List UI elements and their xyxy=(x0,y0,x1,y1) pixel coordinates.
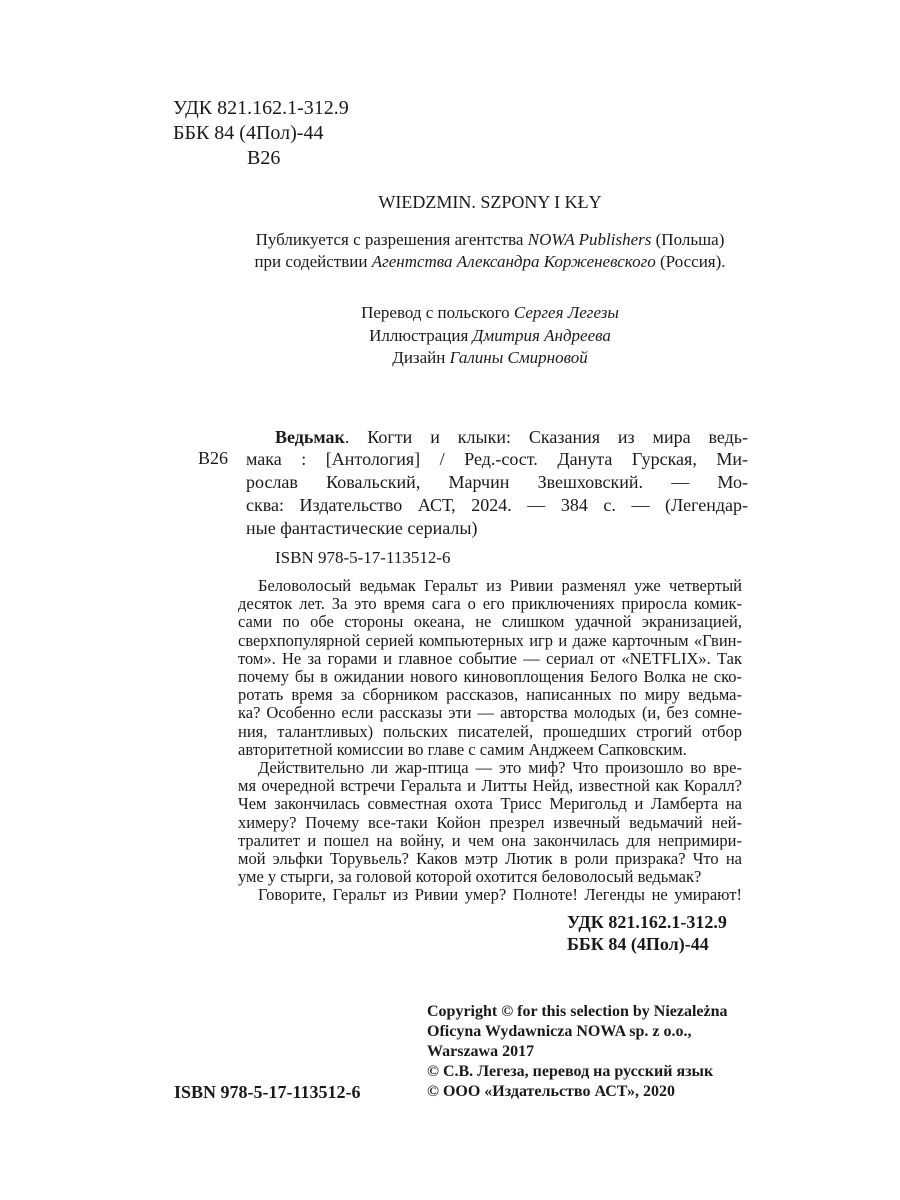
original-title: WIEDZMIN. SZPONY I KŁY xyxy=(378,192,602,212)
annotation-line: уме у стырги, за головой которой охотится беловолосый ведьмак? xyxy=(238,867,702,887)
rights-line-2 xyxy=(0,253,900,270)
copyright-line: Copyright © for this selection by Niezależna xyxy=(427,1003,728,1020)
footer-bbk: ББК 84 (4Пол)-44 xyxy=(567,934,709,954)
text: Публикуется с разрешения агентства xyxy=(255,230,528,249)
text: . Когти и клыки: Сказания из мира ведь- xyxy=(344,427,748,447)
annotation-line: мой эльфки Торувьель? Каков мэтр Лютик в роли призрака? Что на xyxy=(238,849,742,868)
credit-translation xyxy=(0,304,900,321)
rights-line-1 xyxy=(0,231,900,248)
credit-illustration xyxy=(0,327,900,344)
role: Перевод с польского xyxy=(361,303,514,322)
agency-name: Агентства Александра Корженевского xyxy=(371,252,656,271)
annotation-line: ния, талантливых) польских писателей, прошедших строгий отбор xyxy=(238,721,742,741)
copyright-line: Oficyna Wydawnicza NOWA sp. z o.o., xyxy=(427,1023,692,1040)
name: Галины Смирновой xyxy=(449,348,588,367)
catalog-mark: В26 xyxy=(198,448,229,468)
annotation-line: десяток лет. За это время сага о его приключениях приросла комик- xyxy=(238,594,742,614)
annotation-line: ка? Особенно если рассказы эти — авторства молодых (и, без сомне- xyxy=(238,703,742,723)
text: (Россия). xyxy=(655,252,726,271)
annotation-line: сами по обе стороны океана, не слишком удачной экранизацией, xyxy=(238,612,742,632)
annotation-line: авторитетной комиссии во главе с самим Анджеем Сапковским. xyxy=(238,739,687,759)
publisher-name: NOWA Publishers xyxy=(527,230,652,249)
copyright-line: © ООО «Издательство АСТ», 2020 xyxy=(427,1083,676,1100)
footer-udk: УДК 821.162.1-312.9 xyxy=(567,912,727,932)
catalog-line xyxy=(275,428,748,446)
catalog-line: ные фантастические сериалы) xyxy=(246,518,478,538)
annotation-line: сверхпопулярной серией компьютерных игр и даже карточным «Гвин- xyxy=(238,630,742,650)
author-mark: В26 xyxy=(247,147,281,169)
annotation-line: мя очередной встречи Геральта и Литты Нейд, известной как Коралл? xyxy=(238,776,742,796)
catalog-title: Ведьмак xyxy=(275,427,345,447)
annotation-line: том». Не за горами и главное событие — сериал от «NETFLIX». Так xyxy=(238,648,742,668)
copyright-line: © С.В. Легеза, перевод на русский язык xyxy=(427,1063,714,1080)
bbk-code: ББК 84 (4Пол)-44 xyxy=(173,122,324,144)
catalog-line: сква: Издательство АСТ, 2024. — 384 с. — (Легендар- xyxy=(246,495,748,515)
udk-code: УДК 821.162.1-312.9 xyxy=(173,97,349,119)
annotation-line: Действительно ли жар-птица — это миф? Что произошло во вре- xyxy=(258,758,742,777)
annotation-line: ротать время за сборником рассказов, написанных по миру ведьма- xyxy=(238,685,742,705)
copyright-line: Warszawa 2017 xyxy=(427,1043,535,1060)
name: Сергея Легезы xyxy=(513,303,619,322)
catalog-line: мака : [Антология] / Ред.-сост. Данута Гурская, Ми- xyxy=(246,449,748,469)
annotation-line: Чем закончилась совместная охота Трисс Меригольд и Ламберта на xyxy=(238,794,742,814)
annotation-line: почему бы в ожидании нового киновоплощения Белого Волка не ско- xyxy=(238,667,742,686)
name: Дмитрия Андреева xyxy=(472,326,611,345)
annotation-line: Беловолосый ведьмак Геральт из Ривии разменял уже четвертый xyxy=(258,576,742,595)
catalog-line: рослав Ковальский, Марчин Звешховский. — Мо- xyxy=(246,472,748,492)
footer-isbn: ISBN 978-5-17-113512-6 xyxy=(174,1082,361,1102)
annotation-line: Говорите, Геральт из Ривии умер? Полноте! Легенды не умирают! xyxy=(258,885,742,905)
catalog-isbn: ISBN 978-5-17-113512-6 xyxy=(275,548,451,567)
annotation-line: тралитет и пошел на войну, и чем она закончилась для непримири- xyxy=(238,830,742,850)
credit-design xyxy=(0,349,900,366)
role: Иллюстрация xyxy=(369,326,473,345)
text: при содействии xyxy=(254,252,372,271)
role: Дизайн xyxy=(392,348,450,367)
annotation-line: химеру? Почему все-таки Койон презрел извечный ведьмачий ней- xyxy=(238,812,742,832)
text: (Польша) xyxy=(651,230,725,249)
